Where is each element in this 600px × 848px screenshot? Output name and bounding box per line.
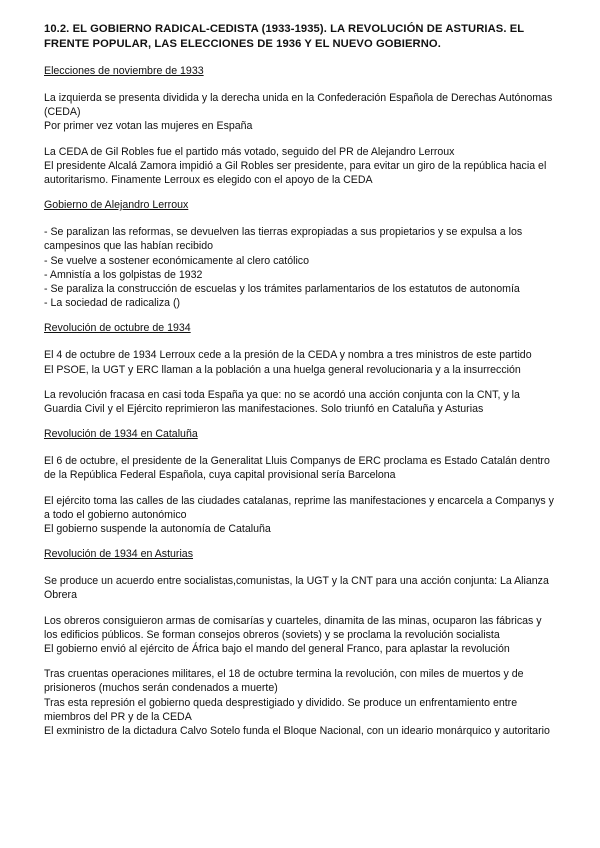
document-title: 10.2. EL GOBIERNO RADICAL-CEDISTA (1933-1935). LA REVOLUCIÓN DE ASTURIAS. EL FRENTE POPULAR, LAS ELECCIONES DE 1936 Y EL NUEVO GOBIERNO.	[44, 23, 525, 50]
text-line: Los obreros consiguieron armas de comisarías y cuarteles, dinamita de las minas, ocuparon las fábricas y los edificios públicos. Se forman consejos obreros (soviets) y se proclama la revolución socialista	[44, 614, 542, 641]
text-line: El gobierno envió al ejército de África bajo el mando del general Franco, para aplastar la revolución	[44, 643, 510, 656]
list-item: - Se paraliza la construcción de escuelas y los trámites parlamentarios de los estatutos de autonomía	[44, 282, 556, 296]
paragraph	[44, 494, 556, 537]
text-line: La revolución fracasa en casi toda España ya que: no se acordó una acción conjunta con la CNT, y la Guardia Civil y el Ejército reprimieron las manifestaciones. Solo triunfó en Cataluña y Asturias	[44, 388, 520, 416]
paragraph	[44, 454, 556, 482]
text-line: El 4 de octubre de 1934 Lerroux cede a la presión de la CEDA y nombra a tres ministros de este partido	[44, 349, 532, 362]
text-line: Por primer vez votan las mujeres en España	[44, 120, 253, 133]
text-line: El PSOE, la UGT y ERC llaman a la población a una huelga general revolucionaria y a la insurrección	[44, 363, 521, 376]
paragraph	[44, 614, 556, 657]
text-line: La izquierda se presenta dividida y la derecha unida en la Confederación Española de Derechas Autónomas (CEDA)	[44, 92, 553, 119]
bullet-list	[44, 225, 556, 310]
list-item: - Se vuelve a sostener económicamente al clero católico	[44, 254, 556, 268]
paragraph	[44, 574, 556, 602]
section-heading-elecciones-1933: Elecciones de noviembre de 1933	[44, 65, 204, 77]
paragraph	[44, 388, 556, 416]
list-item: - Amnistía a los golpistas de 1932	[44, 268, 556, 282]
text-line: Tras cruentas operaciones militares, el 18 de octubre termina la revolución, con miles de muertos y de prisioneros (muchos serán condenados a muerte)	[44, 668, 524, 695]
text-line: El ejército toma las calles de las ciudades catalanas, reprime las manifestaciones y encarcela a Companys y a todo el gobierno autonómico	[44, 494, 554, 521]
paragraph	[44, 667, 556, 738]
paragraph	[44, 348, 556, 376]
section-heading-revolucion-asturias: Revolución de 1934 en Asturias	[44, 548, 194, 561]
text-line: Tras esta represión el gobierno queda desprestigiado y dividido. Se produce un enfrentamiento entre miembros del PR y de la CEDA	[44, 696, 518, 723]
section-heading-revolucion-octubre-1934: Revolución de octubre de 1934	[44, 322, 191, 335]
paragraph	[44, 145, 556, 188]
text-line: El gobierno suspende la autonomía de Cataluña	[44, 523, 271, 536]
paragraph	[44, 91, 556, 134]
text-line: El 6 de octubre, el presidente de la Generalitat Lluis Companys de ERC proclama es Estado Catalán dentro de la República Federal Española, cuya capital provisional sería Barcelona	[44, 455, 550, 482]
list-item: - La sociedad de radicaliza ()	[44, 296, 556, 310]
text-line: El presidente Alcalá Zamora impidió a Gil Robles ser presidente, para evitar un giro de la república hacia el autoritarismo. Finamente Lerroux es elegido con el apoyo de la CEDA	[44, 159, 547, 187]
text-line: La CEDA de Gil Robles fue el partido más votado, seguido del PR de Alejandro Lerroux	[44, 145, 455, 158]
section-heading-revolucion-cataluna: Revolución de 1934 en Cataluña	[44, 428, 198, 441]
text-line: El exministro de la dictadura Calvo Sotelo funda el Bloque Nacional, con un ideario monárquico y autoritario	[44, 725, 550, 738]
section-heading-gobierno-lerroux: Gobierno de Alejandro Lerroux	[44, 199, 189, 212]
list-item: - Se paralizan las reformas, se devuelven las tierras expropiadas a sus propietarios y se expulsa a los campesinos que las habían recibido	[44, 225, 556, 253]
text-line: Se produce un acuerdo entre socialistas,comunistas, la UGT y la CNT para una acción conjunta: La Alianza Obrera	[44, 575, 549, 602]
